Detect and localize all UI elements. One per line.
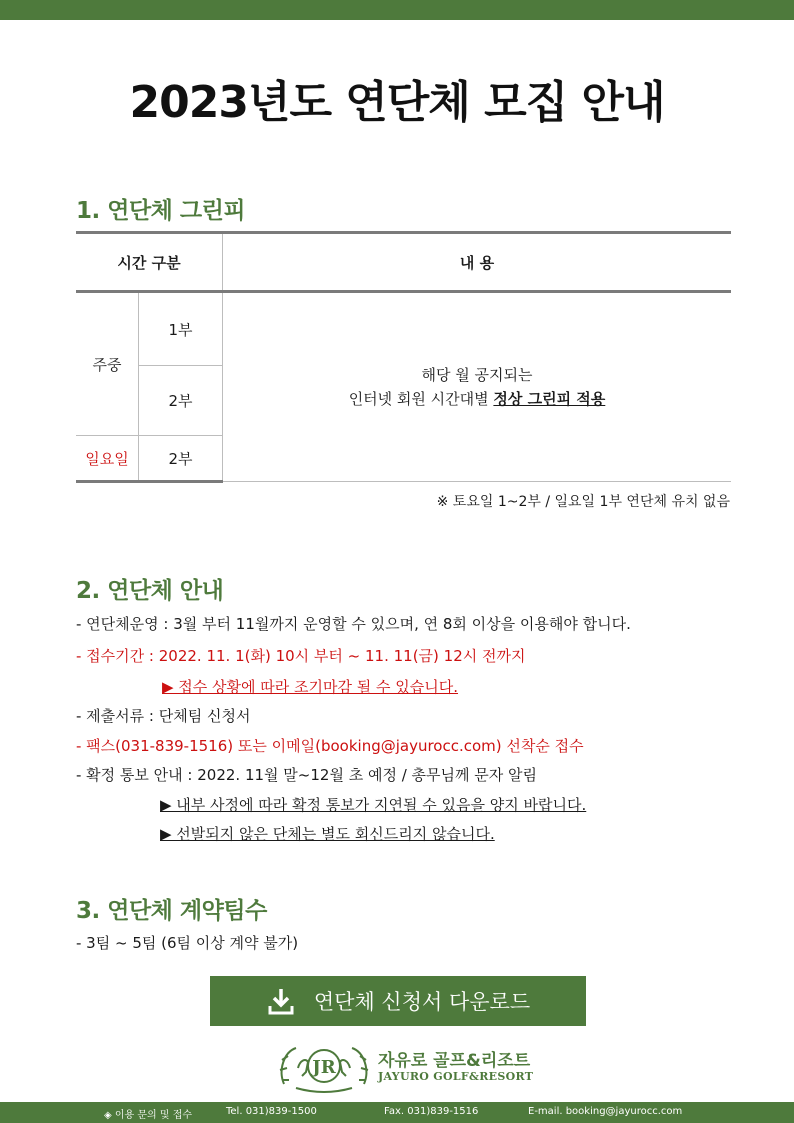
part1-cell: 1부 bbox=[139, 292, 223, 366]
info-line-documents: - 제출서류 : 단체팀 신청서 bbox=[76, 707, 251, 725]
content-line2-emphasis: 정상 그린피 적용 bbox=[493, 390, 606, 408]
green-fee-table bbox=[76, 231, 731, 483]
info-line-submission: - 팩스(031-839-1516) 또는 이메일(booking@jayurocc.com) 선착순 접수 bbox=[76, 737, 584, 755]
content-line2 bbox=[223, 387, 731, 411]
sunday-cell: 일요일 bbox=[76, 436, 139, 482]
info-line-period: - 접수기간 : 2022. 11. 1(화) 10시 부터 ~ 11. 11(금) 12시 전까지 bbox=[76, 647, 526, 665]
download-icon bbox=[266, 986, 296, 1016]
header-content: 내 용 bbox=[223, 233, 732, 292]
header-time-category: 시간 구분 bbox=[76, 233, 223, 292]
info-line-confirmation: - 확정 통보 안내 : 2022. 11월 말~12월 초 예정 / 총무님께 문자 알림 bbox=[76, 766, 537, 784]
section2-heading: 2. 연단체 안내 bbox=[76, 578, 224, 604]
info-line-operation: - 연단체운영 : 3월 부터 11월까지 운영할 수 있으며, 연 8회 이상을 이용해야 합니다. bbox=[76, 615, 631, 633]
info-line-delay-notice: ▶ 내부 사정에 따라 확정 통보가 지연될 수 있음을 양지 바랍니다. bbox=[160, 796, 587, 814]
page-title: 2023년도 연단체 모집 안내 bbox=[129, 77, 665, 128]
section1-heading: 1. 연단체 그린피 bbox=[76, 198, 246, 224]
info-line-no-reply: ▶ 선발되지 않은 단체는 별도 회신드리지 않습니다. bbox=[160, 825, 495, 843]
content-line1: 해당 월 공지되는 bbox=[421, 366, 533, 384]
footer-bar bbox=[0, 1102, 794, 1123]
logo-name-korean: 자유로 골프&리조트 bbox=[378, 1051, 531, 1071]
logo-name-english: JAYURO GOLF&RESORT bbox=[378, 1070, 534, 1083]
weekday-cell: 주중 bbox=[76, 292, 139, 436]
sunday-part-cell: 2부 bbox=[139, 436, 223, 482]
section3-heading: 3. 연단체 계약팀수 bbox=[76, 898, 267, 924]
resort-logo-emblem bbox=[276, 1040, 372, 1098]
download-button-label: 연단체 신청서 다운로드 bbox=[313, 990, 531, 1014]
footer-inquiry: ◈ 이용 문의 및 접수 bbox=[104, 1110, 193, 1121]
info-line-early-close: ▶ 접수 상황에 따라 조기마감 될 수 있습니다. bbox=[162, 678, 459, 696]
footer-email[interactable]: E-mail. booking@jayurocc.com bbox=[528, 1106, 683, 1117]
part2-cell: 2부 bbox=[139, 366, 223, 436]
content-cell bbox=[223, 292, 732, 482]
table-note: ※ 토요일 1~2부 / 일요일 1부 연단체 유치 없음 bbox=[436, 494, 730, 510]
team-count-line: - 3팀 ~ 5팀 (6팀 이상 계약 불가) bbox=[76, 934, 299, 952]
download-application-button[interactable] bbox=[210, 976, 586, 1026]
footer-tel: Tel. 031)839-1500 bbox=[226, 1106, 317, 1117]
content-line2-prefix: 인터넷 회원 시간대별 bbox=[348, 390, 494, 408]
logo-mark: JR bbox=[312, 1057, 336, 1078]
top-accent-bar bbox=[0, 0, 794, 20]
footer-fax: Fax. 031)839-1516 bbox=[384, 1106, 479, 1117]
